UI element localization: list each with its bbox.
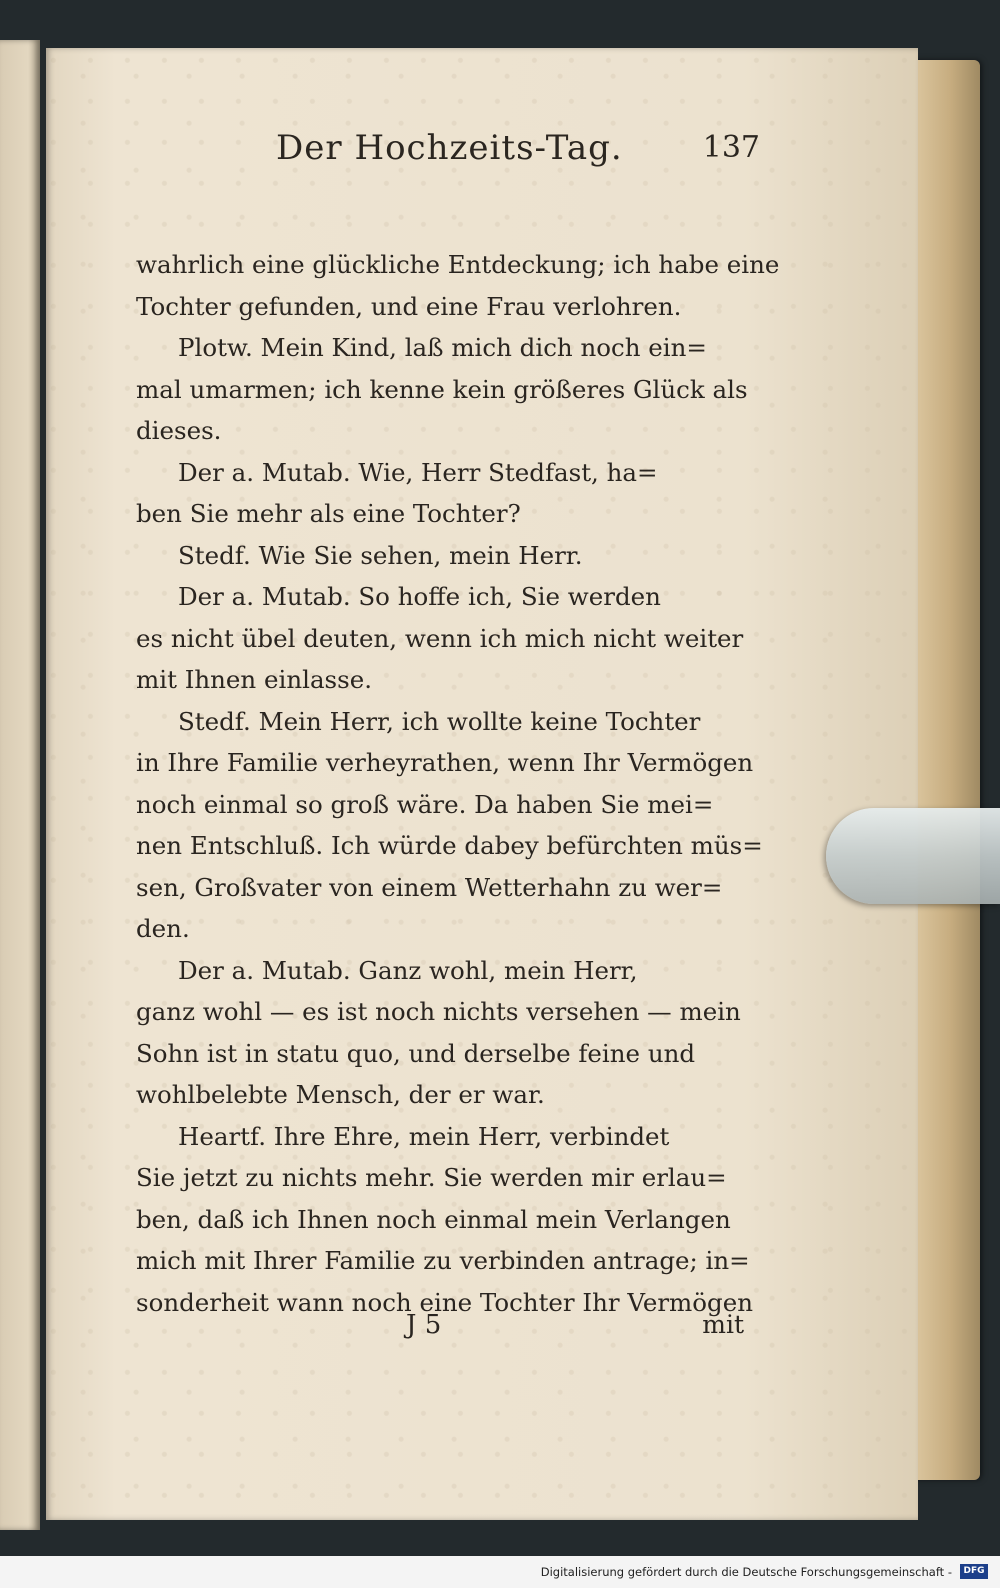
text-line: noch einmal so groß wäre. Da haben Sie mei= xyxy=(136,789,714,819)
catchword: mit xyxy=(702,1310,744,1339)
text-line: Der a. Mutab. Ganz wohl, mein Herr, xyxy=(178,955,638,985)
running-title: Der Hochzeits-Tag. xyxy=(276,128,623,168)
body-text xyxy=(136,244,780,1323)
text-line: Stedf. Wie Sie sehen, mein Herr. xyxy=(178,540,583,570)
text-line: wahrlich eine glückliche Entdeckung; ich habe eine xyxy=(136,250,780,279)
text-line: sen, Großvater von einem Wetterhahn zu wer= xyxy=(136,872,723,902)
book-page xyxy=(46,48,918,1520)
text-line: dieses. xyxy=(136,416,222,445)
credit-bar xyxy=(0,1556,1000,1588)
page-number: 137 xyxy=(702,130,760,165)
page-footer xyxy=(136,1310,746,1350)
text-line: Der a. Mutab. So hoffe ich, Sie werden xyxy=(178,582,661,611)
page-header xyxy=(276,128,876,188)
text-line: ganz wohl — es ist noch nichts versehen — mein xyxy=(136,997,741,1026)
text-line: in Ihre Familie verheyrathen, wenn Ihr Vermögen xyxy=(136,748,754,777)
text-line: Tochter gefunden, und eine Frau verlohren. xyxy=(136,291,682,321)
text-line: Plotw. Mein Kind, laß mich dich noch ein= xyxy=(178,333,707,362)
text-line: mal umarmen; ich kenne kein größeres Glück als xyxy=(136,374,748,404)
dfg-logo-icon: DFG xyxy=(960,1564,988,1579)
text-line: Heartf. Ihre Ehre, mein Herr, verbindet xyxy=(178,1121,670,1151)
text-line: sonderheit wann noch eine Tochter Ihr Vermögen xyxy=(136,1287,753,1317)
credit-text: Digitalisierung gefördert durch die Deutsche Forschungsgemeinschaft - xyxy=(540,1565,952,1579)
text-line: den. xyxy=(136,914,190,943)
text-line: ben, daß ich Ihnen noch einmal mein Verlangen xyxy=(136,1204,731,1234)
text-line: mich mit Ihrer Familie zu verbinden antrage; in= xyxy=(136,1246,750,1275)
text-line: Stedf. Mein Herr, ich wollte keine Tochter xyxy=(178,706,701,736)
text-line: ben Sie mehr als eine Tochter? xyxy=(136,499,521,528)
text-line: es nicht übel deuten, wenn ich mich nicht weiter xyxy=(136,623,744,653)
text-line: Sie jetzt zu nichts mehr. Sie werden mir erlau= xyxy=(136,1163,727,1192)
text-line: Der a. Mutab. Wie, Herr Stedfast, ha= xyxy=(178,457,658,487)
signature-mark: J 5 xyxy=(406,1310,442,1340)
text-line: wohlbelebte Mensch, der er war. xyxy=(136,1080,545,1109)
text-line: mit Ihnen einlasse. xyxy=(136,665,372,694)
facing-page-edge xyxy=(0,40,40,1530)
page-clip xyxy=(826,808,1000,904)
text-line: nen Entschluß. Ich würde dabey befürchten müs= xyxy=(136,831,763,860)
text-line: Sohn ist in statu quo, und derselbe feine und xyxy=(136,1038,696,1068)
